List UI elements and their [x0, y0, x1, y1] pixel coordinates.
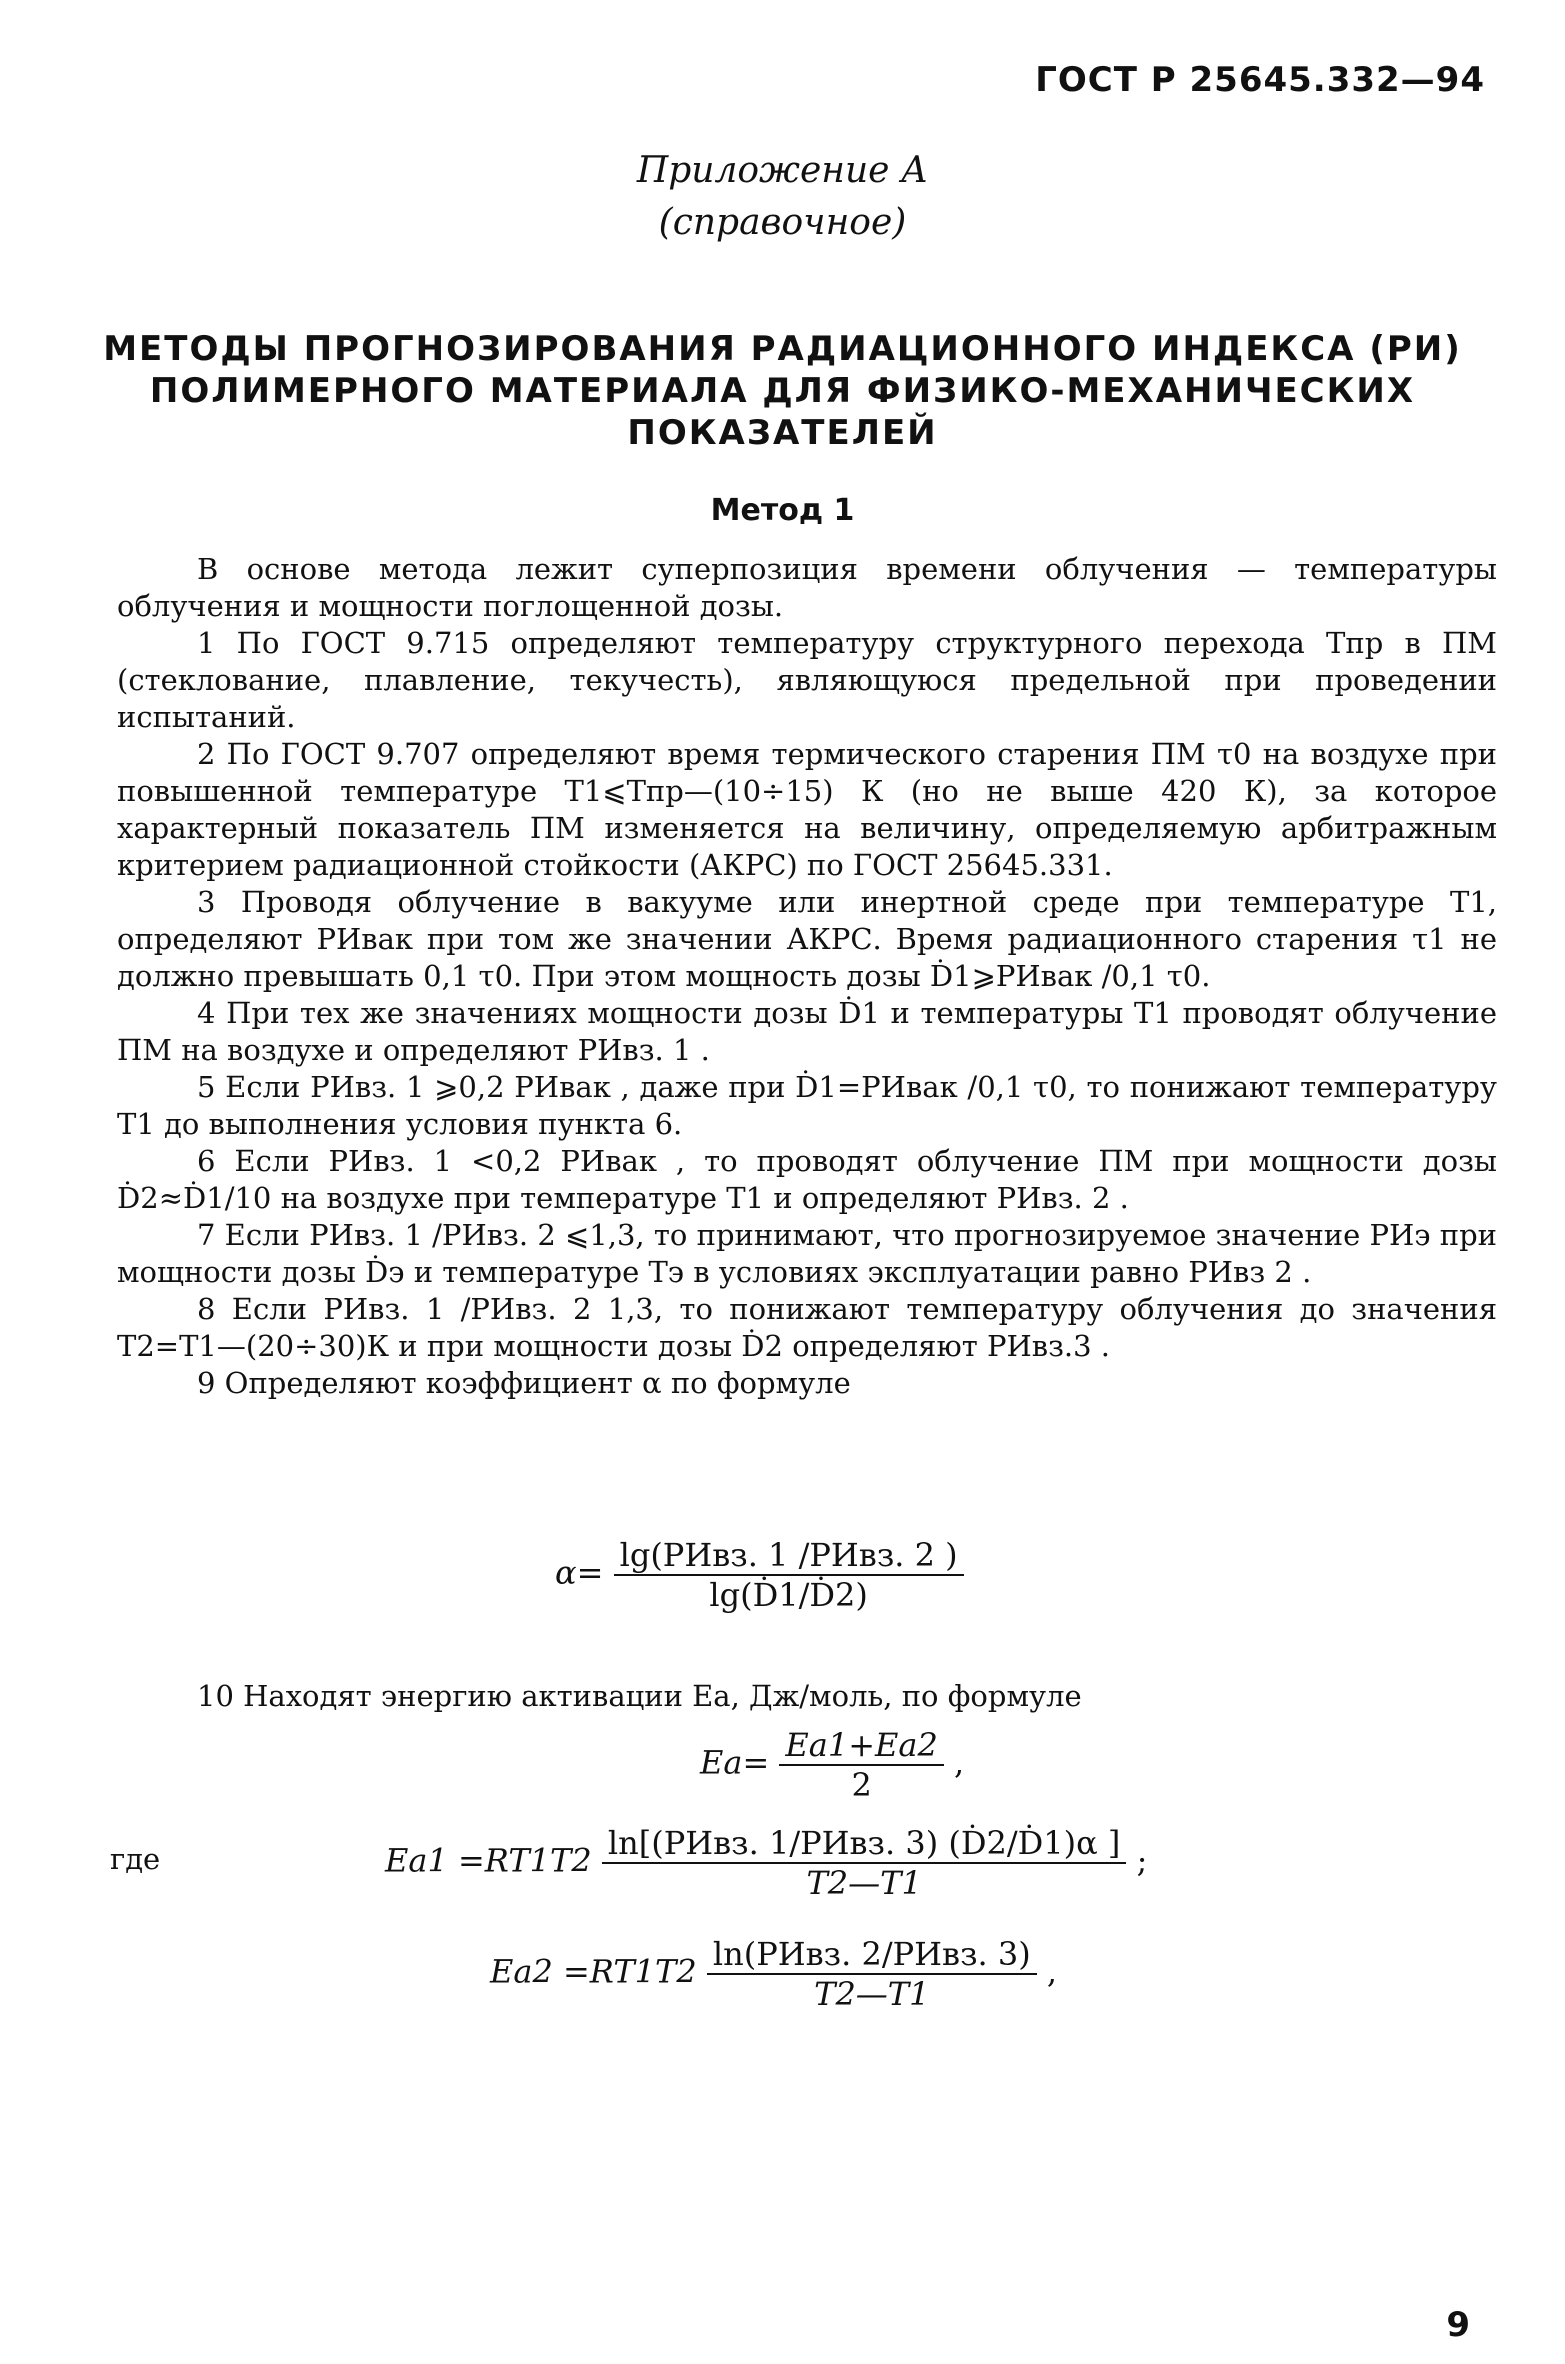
formula-ea2-fraction — [707, 1935, 1037, 2013]
heading-line-2: ПОЛИМЕРНОГО МАТЕРИАЛА ДЛЯ ФИЗИКО-МЕХАНИЧЕСКИХ — [149, 371, 1416, 411]
paragraph-6: 6 Если РИвз. 1 <0,2 РИвак , то проводят облучение ПМ при мощности дозы Ḋ2≈Ḋ1/10 на воздухе при температуре T1 и определяют РИвз. 2 . — [117, 1144, 1497, 1215]
formula-alpha — [555, 1536, 964, 1614]
formula-ea2 — [490, 1935, 1057, 2013]
formula-ea2-denominator: T2—T1 — [814, 1975, 930, 2013]
formula-alpha-numerator: lg(РИвз. 1 /РИвз. 2 ) — [614, 1536, 964, 1576]
heading-line-3: ПОКАЗАТЕЛЕЙ — [627, 413, 938, 453]
paragraph-3: 3 Проводя облучение в вакууме или инертной среде при температуре T1, определяют РИвак при том же значении АКРС. Время радиационного старения τ1 не должно превышать 0,1 τ0. При этом мощность дозы Ḋ1⩾РИвак /0,1 τ0. — [117, 885, 1497, 993]
formula-ea-comma: , — [954, 1743, 965, 1782]
paragraph-10: 10 Находят энергию активации Eа, Дж/моль, по формуле — [197, 1679, 1082, 1713]
formula-ea1-fraction — [602, 1824, 1127, 1902]
formula-ea2-comma: , — [1046, 1952, 1058, 1991]
paragraph-7: 7 Если РИвз. 1 /РИвз. 2 ⩽1,3, то принимают, что прогнозируемое значение РИэ при мощности дозы Ḋэ и температуре Tэ в условиях эксплуатации равно РИвз 2 . — [117, 1218, 1497, 1289]
body-text — [117, 551, 1497, 1402]
paragraph-1: 1 По ГОСТ 9.715 определяют температуру структурного перехода Tпр в ПМ (стеклование, плавление, текучесть), являющуюся предельной при проведении испытаний. — [117, 626, 1497, 734]
formula-alpha-fraction — [614, 1536, 964, 1614]
formula-ea2-lhs: Eа2 =RT1T2 — [490, 1952, 697, 1991]
formula-ea1-numerator: ln[(РИвз. 1/РИвз. 3) (Ḋ2/Ḋ1)α ] — [602, 1824, 1127, 1864]
method-title: Метод 1 — [710, 493, 855, 528]
paragraph-intro: В основе метода лежит суперпозиция времени облучения — температуры облучения и мощности поглощенной дозы. — [117, 552, 1497, 623]
where-label: где — [110, 1842, 161, 1876]
heading-line-1: МЕТОДЫ ПРОГНОЗИРОВАНИЯ РАДИАЦИОННОГО ИНДЕКСА (РИ) — [103, 329, 1462, 369]
standard-number: ГОСТ Р 25645.332—94 — [1035, 60, 1485, 100]
paragraph-4: 4 При тех же значениях мощности дозы Ḋ1 и температуры T1 проводят облучение ПМ на воздухе и определяют РИвз. 1 . — [117, 996, 1497, 1067]
formula-ea — [700, 1726, 964, 1804]
formula-ea1-semicolon: ; — [1136, 1841, 1148, 1880]
formula-ea-lhs: Eа= — [700, 1743, 770, 1782]
paragraph-10-block — [117, 1678, 1497, 1715]
formula-alpha-lhs: α= — [555, 1553, 604, 1592]
paragraph-8: 8 Если РИвз. 1 /РИвз. 2 1,3, то понижают температуру облучения до значения T2=T1—(20÷30)К и при мощности дозы Ḋ2 определяют РИвз.3 . — [117, 1292, 1497, 1363]
paragraph-9: 9 Определяют коэффициент α по формуле — [197, 1366, 851, 1400]
formula-ea2-numerator: ln(РИвз. 2/РИвз. 3) — [707, 1935, 1037, 1975]
formula-ea1 — [385, 1824, 1147, 1902]
paragraph-5: 5 Если РИвз. 1 ⩾0,2 РИвак , даже при Ḋ1=РИвак /0,1 τ0, то понижают температуру T1 до выполнения условия пункта 6. — [117, 1070, 1497, 1141]
appendix-note: (справочное) — [658, 202, 907, 243]
appendix-title: Приложение А — [636, 150, 929, 191]
formula-alpha-denominator: lg(Ḋ1/Ḋ2) — [709, 1576, 868, 1614]
formula-ea-numerator: Eа1+Eа2 — [779, 1726, 943, 1766]
paragraph-2: 2 По ГОСТ 9.707 определяют время термического старения ПМ τ0 на воздухе при повышенной температуре T1⩽Tпр—(10÷15) К (но не выше 420 К), за которое характерный показатель ПМ изменяется на величину, определяемую арбитражным критерием радиационной стойкости (АКРС) по ГОСТ 25645.331. — [117, 737, 1497, 882]
formula-ea-fraction — [779, 1726, 943, 1804]
page-number: 9 — [1446, 2305, 1470, 2345]
formula-ea1-lhs: Eа1 =RT1T2 — [385, 1841, 592, 1880]
formula-ea1-denominator: T2—T1 — [806, 1864, 922, 1902]
formula-ea-denominator: 2 — [851, 1766, 872, 1804]
